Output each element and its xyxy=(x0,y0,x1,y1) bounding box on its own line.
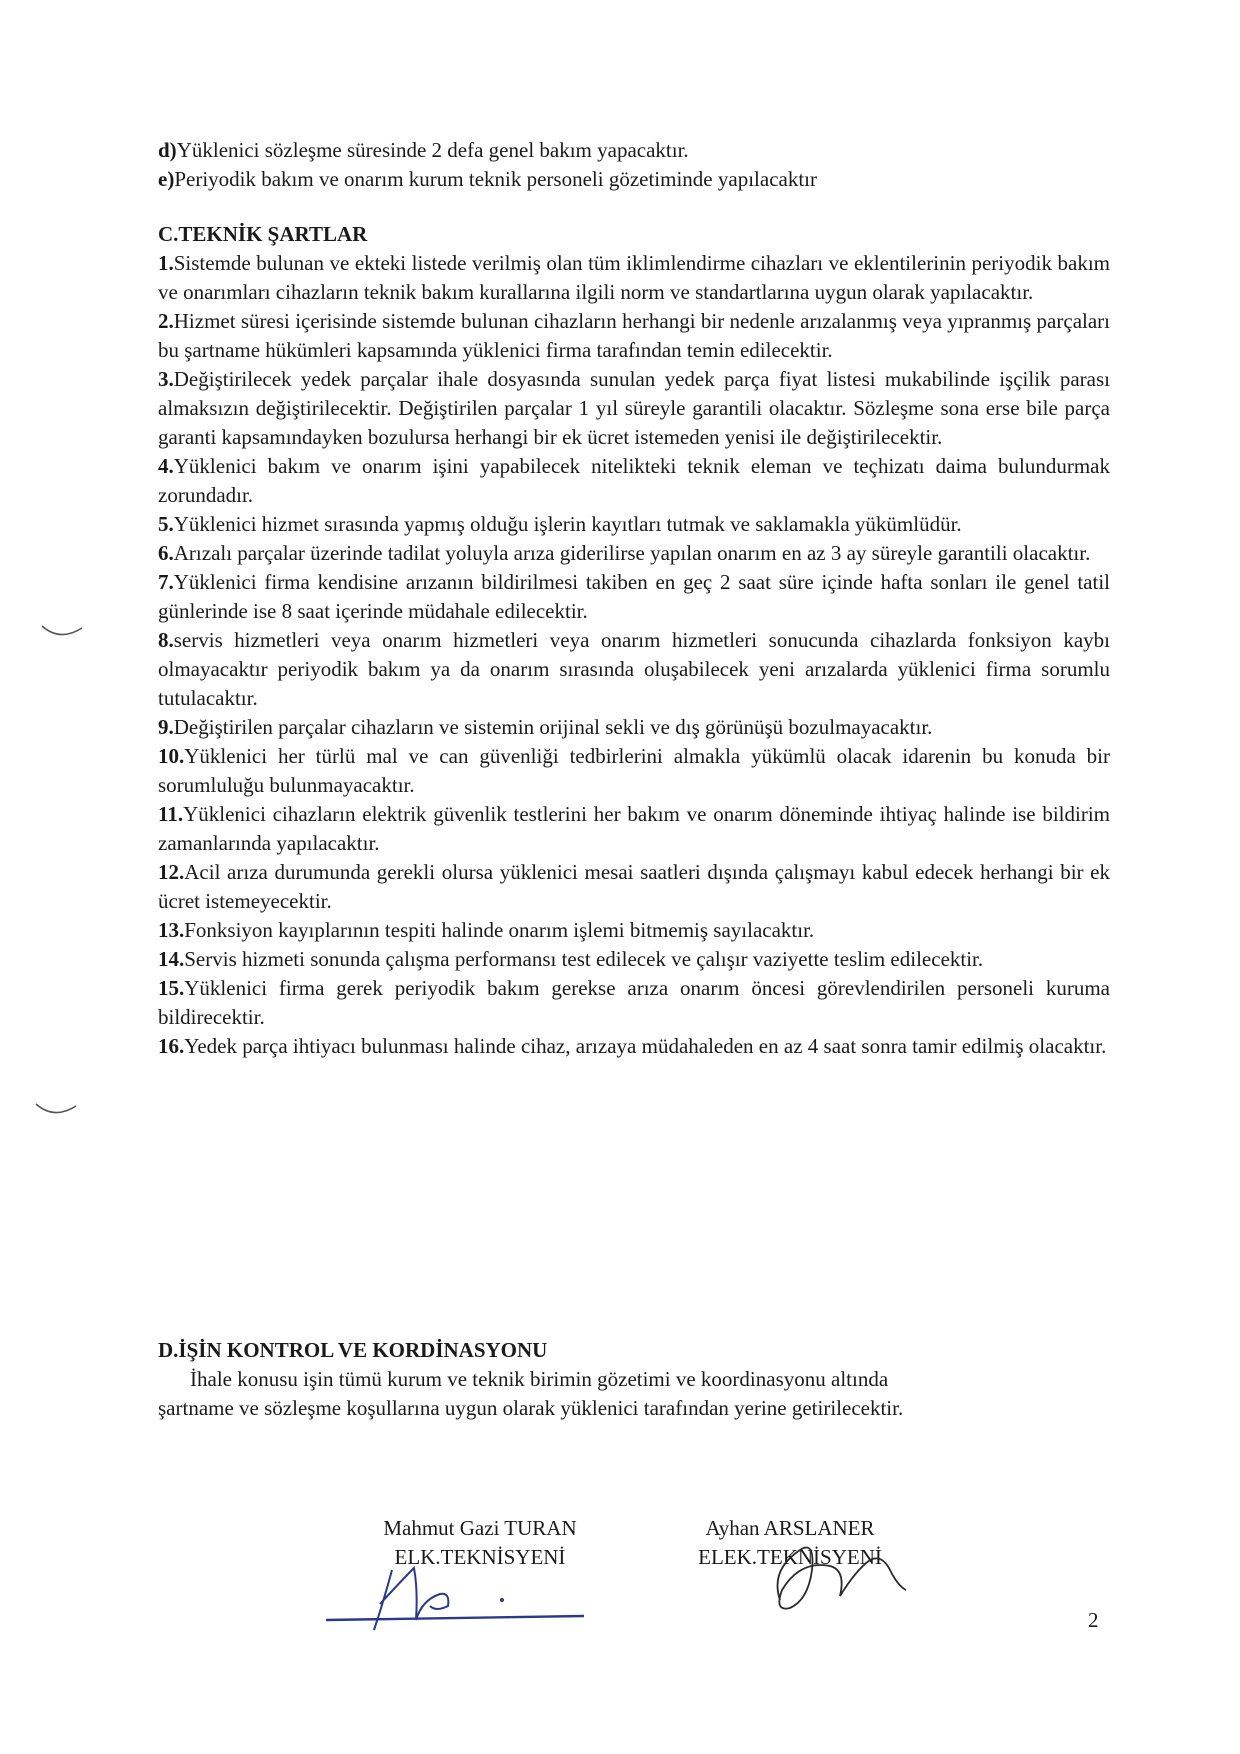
item-number: d) xyxy=(158,138,177,162)
item-number: 12. xyxy=(158,860,185,884)
section-c-item xyxy=(158,974,1110,1032)
intro-item-e xyxy=(158,165,1110,194)
item-text: Yedek parça ihtiyacı bulunması halinde cihaz, arızaya müdahaleden en az 4 saat sonra tamir edilmiş olacaktır. xyxy=(184,1034,1107,1058)
section-c-item xyxy=(158,249,1110,307)
section-c-item xyxy=(158,307,1110,365)
item-text: servis hizmetleri veya onarım hizmetleri veya onarım hizmetleri sonucunda cihazlarda fonksiyon kaybı olmayacaktır periyodik bakım ya da onarım sırasında oluşabilecek yeni arızalarda yüklenici firma sorumlu tutulacaktır. xyxy=(158,628,1110,710)
item-text: Değiştirilecek yedek parçalar ihale dosyasında sunulan yedek parça fiyat listesi mukabilinde işçilik parası almaksızın değiştirilecektir. Değiştirilen parçalar 1 yıl süreyle garantili olacaktır. Sözleşme sona erse bile parça garanti kapsamındayken bozulursa herhangi bir ek ücret istemeden yenisi ile değiştirilecektir. xyxy=(158,367,1110,449)
page-number: 2 xyxy=(1088,1608,1099,1632)
item-number: 15. xyxy=(158,976,185,1000)
item-number: 14. xyxy=(158,947,185,971)
signer-title: ELK.TEKNİSYENİ xyxy=(394,1545,566,1569)
section-c-item xyxy=(158,365,1110,452)
section-c-item xyxy=(158,713,1110,742)
section-c-heading: C.TEKNİK ŞARTLAR xyxy=(158,222,368,246)
section-d-heading: D.İŞİN KONTROL VE KORDİNASYONU xyxy=(158,1338,548,1362)
intro-items xyxy=(158,136,1110,194)
section-d-line-2: şartname ve sözleşme koşullarına uygun olarak yüklenici tarafından yerine getirilecektir. xyxy=(158,1396,904,1420)
item-text: Yüklenici cihazların elektrik güvenlik testlerini her bakım ve onarım döneminde ihtiyaç halinde ise bildirim zamanlarında yapılacaktır. xyxy=(158,802,1110,855)
item-number: 13. xyxy=(158,918,185,942)
section-c-item xyxy=(158,539,1110,568)
scan-mark xyxy=(32,1096,82,1126)
item-text: Yüklenici firma kendisine arızanın bildirilmesi takiben en geç 2 saat süre içinde hafta sonları ile genel tatil günlerinde ise 8 saat içerinde müdahale edilecektir. xyxy=(158,570,1110,623)
item-text: Periyodik bakım ve onarım kurum teknik personeli gözetiminde yapılacaktır xyxy=(174,167,817,191)
item-text: Yüklenici hizmet sırasında yapmış olduğu işlerin kayıtları tutmak ve saklamakla yükümlüdür. xyxy=(173,512,962,536)
item-number: 8. xyxy=(158,628,174,652)
signer-name: Ayhan ARSLANER xyxy=(705,1516,875,1540)
intro-item-d xyxy=(158,136,1110,165)
section-c-item xyxy=(158,452,1110,510)
signer-name: Mahmut Gazi TURAN xyxy=(383,1516,577,1540)
signer-title: ELEK.TEKNİSYENİ xyxy=(698,1545,882,1569)
section-c xyxy=(158,220,1110,1061)
section-c-item xyxy=(158,916,1110,945)
section-c-item xyxy=(158,1032,1110,1061)
section-d xyxy=(158,1336,1110,1423)
item-number: e) xyxy=(158,167,175,191)
item-number: 11. xyxy=(158,802,184,826)
section-c-item xyxy=(158,858,1110,916)
handwritten-signature-2 xyxy=(760,1530,930,1620)
item-number: 16. xyxy=(158,1034,185,1058)
item-text: Servis hizmeti sonunda çalışma performansı test edilecek ve çalışır vaziyette teslim edilecektir. xyxy=(184,947,984,971)
section-c-item xyxy=(158,945,1110,974)
section-c-items xyxy=(158,249,1110,1061)
item-number: 3. xyxy=(158,367,174,391)
handwritten-signature-1 xyxy=(322,1560,602,1640)
item-number: 1. xyxy=(158,251,174,275)
item-number: 9. xyxy=(158,715,174,739)
section-c-item xyxy=(158,626,1110,713)
item-text: Arızalı parçalar üzerinde tadilat yoluyla arıza giderilirse yapılan onarım en az 3 ay süreyle garantili olacaktır. xyxy=(173,541,1091,565)
item-text: Hizmet süresi içerisinde sistemde bulunan cihazların herhangi bir nedenle arızalanmış veya yıpranmış parçaları bu şartname hükümleri kapsamında yüklenici firma tarafından temin edilecektir. xyxy=(158,309,1110,362)
item-text: Sistemde bulunan ve ekteki listede verilmiş olan tüm iklimlendirme cihazları ve eklentilerinin periyodik bakım ve onarımları cihazların teknik bakım kurallarına ilgili norm ve standartlarına uygun olarak yapılacaktır. xyxy=(158,251,1110,304)
scan-mark xyxy=(38,618,88,648)
section-c-item xyxy=(158,800,1110,858)
section-c-item xyxy=(158,568,1110,626)
item-number: 6. xyxy=(158,541,174,565)
item-number: 4. xyxy=(158,454,174,478)
item-text: Yüklenici sözleşme süresinde 2 defa genel bakım yapacaktır. xyxy=(176,138,689,162)
item-text: Yüklenici firma gerek periyodik bakım gerekse arıza onarım öncesi görevlendirilen personeli kuruma bildirecektir. xyxy=(158,976,1110,1029)
item-number: 7. xyxy=(158,570,174,594)
section-c-item xyxy=(158,510,1110,539)
item-number: 10. xyxy=(158,744,185,768)
item-text: Değiştirilen parçalar cihazların ve sistemin orijinal sekli ve dış görünüşü bozulmayacaktır. xyxy=(173,715,933,739)
item-text: Acil arıza durumunda gerekli olursa yüklenici mesai saatleri dışında çalışmayı kabul edecek herhangi bir ek ücret istemeyecektir. xyxy=(158,860,1110,913)
item-text: Yüklenici bakım ve onarım işini yapabilecek nitelikteki teknik eleman ve teçhizatı daima bulundurmak zorundadır. xyxy=(158,454,1110,507)
item-number: 2. xyxy=(158,309,174,333)
item-text: Yüklenici her türlü mal ve can güvenliği tedbirlerini almakla yükümlü olacak idarenin bu konuda bir sorumluluğu bulunmayacaktır. xyxy=(158,744,1110,797)
section-d-line-1: İhale konusu işin tümü kurum ve teknik birimin gözetimi ve koordinasyonu altında xyxy=(190,1367,889,1391)
section-c-item xyxy=(158,742,1110,800)
item-text: Fonksiyon kayıplarının tespiti halinde onarım işlemi bitmemiş sayılacaktır. xyxy=(184,918,815,942)
item-number: 5. xyxy=(158,512,174,536)
